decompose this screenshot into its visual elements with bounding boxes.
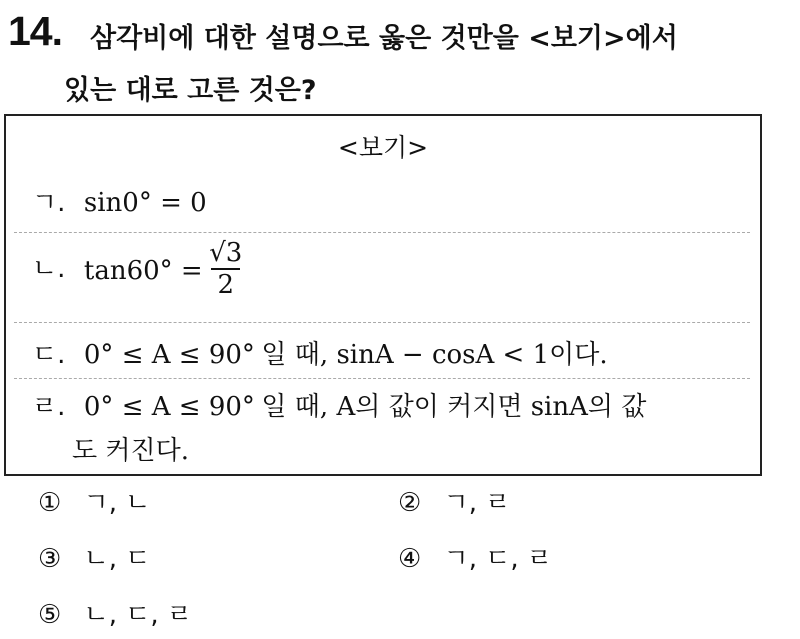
fraction	[209, 238, 242, 300]
choice-4[interactable]	[398, 538, 552, 575]
item-expression: 0° ≤ A ≤ 90°	[83, 340, 255, 370]
bogi-item-2	[32, 240, 242, 302]
divider	[14, 322, 750, 323]
choice-number: ①	[38, 488, 62, 518]
question-number: 14.	[8, 8, 62, 54]
divider	[14, 232, 750, 233]
item-marker: ㄱ.	[32, 188, 66, 218]
choice-number: ②	[398, 488, 422, 518]
fraction-denominator: 2	[217, 270, 235, 300]
item-marker: ㄹ.	[32, 392, 66, 422]
bogi-item-4	[32, 386, 646, 423]
item-tail: 일 때, sinA − cosA < 1이다.	[261, 340, 608, 370]
choice-text: ㄱ, ㄴ	[83, 488, 151, 518]
choice-1[interactable]	[38, 482, 150, 519]
item-marker: ㄴ.	[32, 253, 66, 284]
choice-text: ㄴ, ㄷ	[83, 544, 151, 574]
choice-number: ④	[398, 544, 422, 574]
bogi-title: <보기>	[337, 133, 429, 162]
item-expression: sin0° = 0	[83, 188, 207, 218]
question-text-line2: 있는 대로 고른 것은?	[64, 75, 317, 106]
bogi-item-3	[32, 334, 608, 371]
bogi-item-4-continuation: 도 커진다.	[72, 436, 189, 466]
choice-text: ㄴ, ㄷ, ㄹ	[83, 600, 192, 630]
fraction-numerator: √3	[209, 238, 243, 268]
item-expression: tan60° =	[83, 256, 203, 286]
question-text-line1: 삼각비에 대한 설명으로 옳은 것만을 <보기>에서	[90, 23, 678, 54]
item-expression: 0° ≤ A ≤ 90°	[83, 392, 255, 422]
bogi-box	[4, 114, 762, 476]
choice-text: ㄱ, ㄹ	[443, 488, 511, 518]
item-tail: 일 때, A의 값이 커지면 sinA의 값	[261, 392, 647, 422]
choice-5[interactable]	[38, 594, 192, 631]
divider	[14, 378, 750, 379]
bogi-item-1	[32, 182, 207, 219]
choice-number: ⑤	[38, 600, 62, 630]
choice-3[interactable]	[38, 538, 150, 575]
choice-text: ㄱ, ㄷ, ㄹ	[443, 544, 552, 574]
choice-2[interactable]	[398, 482, 510, 519]
choice-number: ③	[38, 544, 62, 574]
item-marker: ㄷ.	[32, 340, 66, 370]
